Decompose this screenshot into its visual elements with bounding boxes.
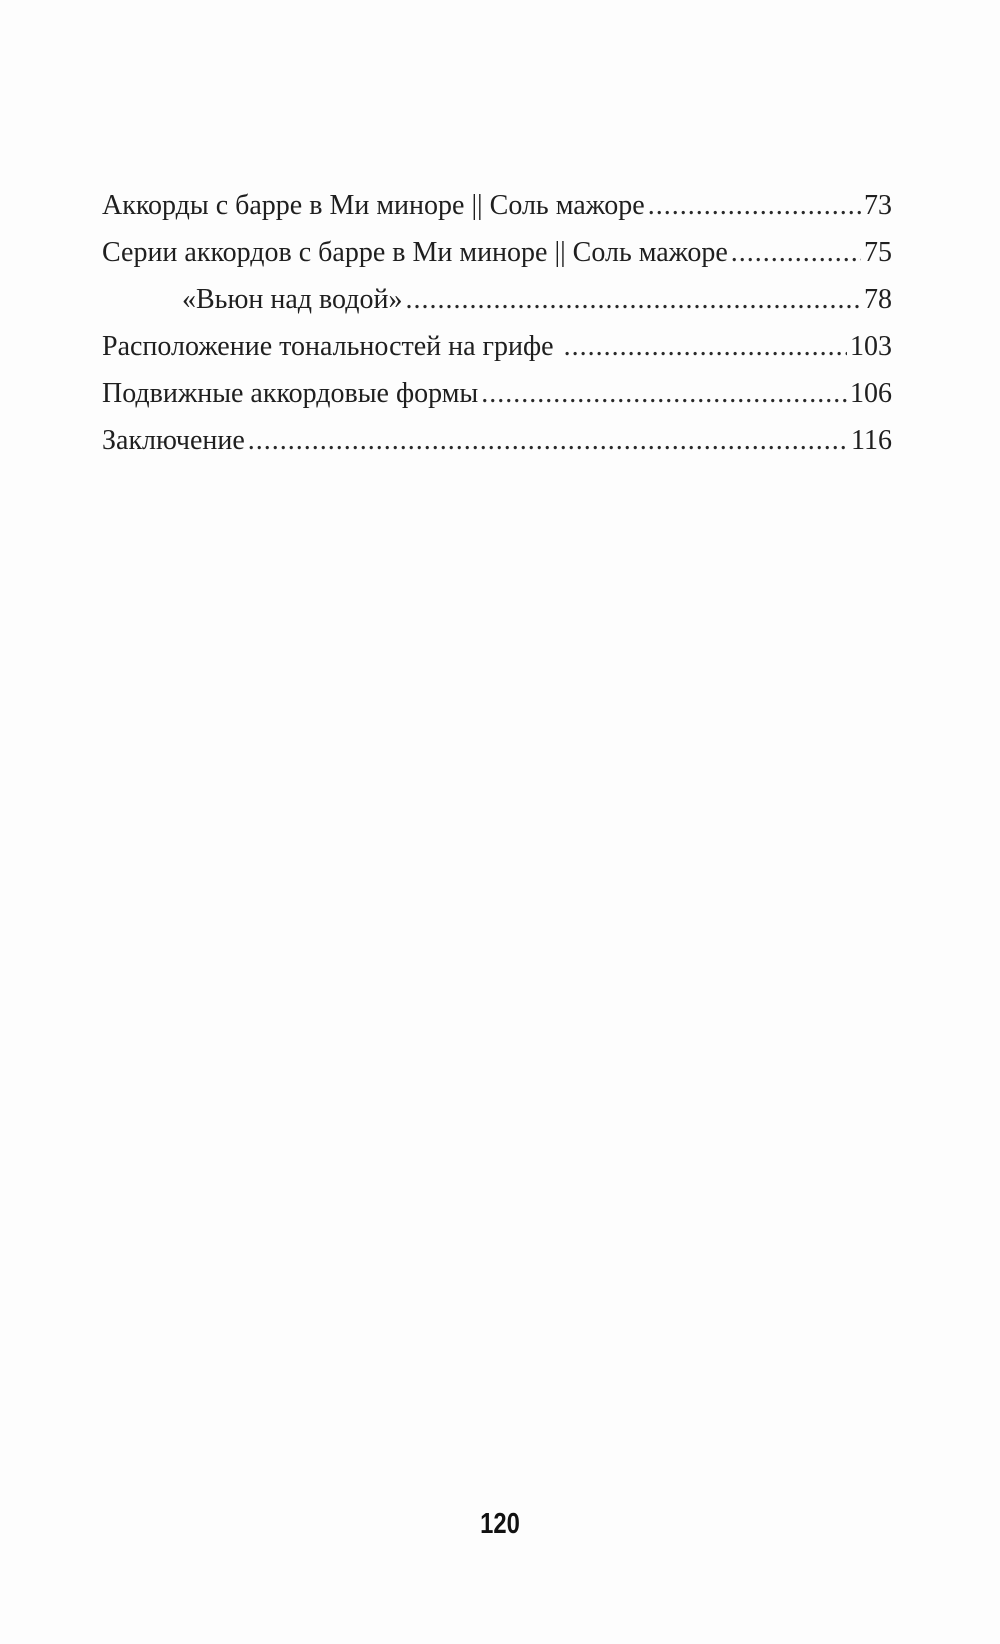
toc-entry-page: 73 bbox=[864, 190, 892, 221]
toc-entry bbox=[102, 182, 892, 229]
table-of-contents bbox=[102, 182, 892, 464]
toc-entry-title: Серии аккордов с барре в Ми миноре || Соль мажоре bbox=[102, 237, 728, 268]
toc-entry bbox=[102, 370, 892, 417]
page-number: 120 bbox=[480, 1508, 520, 1540]
dot-leader bbox=[564, 323, 847, 370]
toc-entry-page: 75 bbox=[864, 237, 892, 268]
toc-entry bbox=[102, 229, 892, 276]
toc-entry-title: Заключение bbox=[102, 425, 245, 456]
toc-entry-page: 116 bbox=[851, 425, 892, 456]
toc-entry-title: Расположение тональностей на грифе bbox=[102, 331, 561, 362]
toc-entry bbox=[102, 276, 892, 323]
toc-entry-page: 103 bbox=[850, 331, 892, 362]
toc-entry-title: Подвижные аккордовые формы bbox=[102, 378, 479, 409]
toc-entry-page: 78 bbox=[864, 284, 892, 315]
toc-entry-page: 106 bbox=[850, 378, 892, 409]
toc-entry bbox=[102, 323, 892, 370]
toc-entry-title: Аккорды с барре в Ми миноре || Соль мажоре bbox=[102, 190, 645, 221]
dot-leader bbox=[248, 417, 848, 464]
toc-entry-title: «Вьюн над водой» bbox=[182, 284, 403, 315]
dot-leader bbox=[648, 182, 861, 229]
dot-leader bbox=[405, 276, 861, 323]
toc-entry bbox=[102, 417, 892, 464]
dot-leader bbox=[731, 229, 861, 276]
dot-leader bbox=[481, 370, 847, 417]
